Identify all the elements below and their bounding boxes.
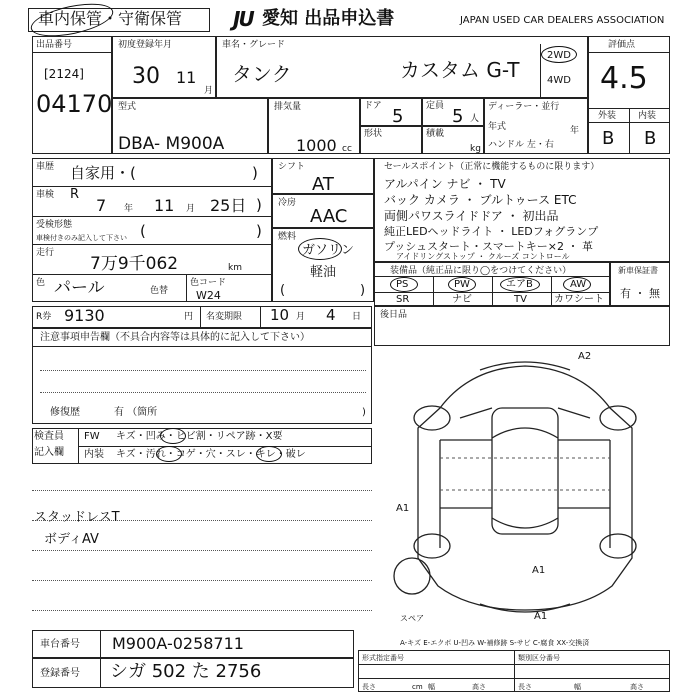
- equip-tv: TV: [514, 294, 527, 305]
- accepted-sub: 車検付きのみ記入して下さい: [36, 234, 127, 242]
- type-value: DBA- M900A: [118, 134, 225, 154]
- fuel-diesel: 軽油: [310, 265, 337, 280]
- displacement-value: 1000: [296, 136, 337, 155]
- name-change-month: 10: [270, 306, 290, 324]
- sales-point-line: 両側パワスライドドア ・ 初出品: [384, 209, 559, 223]
- first-reg-year: 30: [132, 64, 160, 89]
- doors-label: ドア: [364, 101, 382, 111]
- first-reg-month-unit: 月: [204, 86, 214, 96]
- drive-2wd: 2WD: [547, 50, 571, 61]
- model-label: 車名・グレード: [222, 40, 286, 50]
- equip-pw: PW: [454, 279, 470, 290]
- inspection-year: 7: [96, 196, 107, 215]
- type-label: 型式: [118, 102, 137, 112]
- warranty-label: 新車保証書: [618, 266, 658, 275]
- lot-number: 04170: [36, 90, 113, 118]
- repair-close: ): [362, 407, 366, 418]
- recycle-unit: 円: [184, 312, 194, 322]
- car-grade: カスタム G-T: [400, 58, 520, 82]
- load-label: 積載: [426, 129, 445, 139]
- plate-label: 登録番号: [40, 668, 80, 679]
- sales-point-line: アルパイン ナビ ・ TV: [384, 177, 506, 191]
- repair-value: 有 （箇所: [114, 407, 158, 418]
- rating-label: 評価点: [608, 40, 636, 50]
- sales-points-label: セールスポイント（正常に機能するものに限ります）: [384, 162, 600, 172]
- model-year-label: 年式: [488, 122, 507, 132]
- damage-mark-a1-left: A1: [396, 503, 410, 514]
- storage-tag: 車内保管・守衛保管: [38, 9, 183, 28]
- inspection-month-unit: 月: [186, 204, 196, 214]
- height2-label: 高さ: [630, 683, 644, 691]
- capacity-value: 5: [452, 106, 464, 127]
- length-label: 長さ: [362, 683, 376, 691]
- rating-score: 4.5: [600, 61, 648, 96]
- inspection-year-unit: 年: [124, 204, 134, 214]
- equip-airbag: エアB: [506, 279, 533, 290]
- equip-sr: SR: [396, 294, 410, 305]
- color-label: 色: [36, 278, 46, 288]
- exterior-label: 外装: [598, 111, 617, 121]
- fuel-close: ): [360, 283, 366, 298]
- inspection-day: 25日: [210, 196, 247, 215]
- color-code-value: W24: [196, 289, 221, 302]
- color-value: パール: [54, 278, 105, 298]
- chassis-label: 車台番号: [40, 639, 80, 650]
- recycle-amount: 9130: [64, 306, 105, 325]
- association-name: JAPAN USED CAR DEALERS ASSOCIATION: [460, 15, 665, 26]
- damage-mark-a1-rear: A1: [532, 565, 546, 576]
- interior-label: 内装: [638, 111, 657, 121]
- notes-label: 注意事項申告欄（不具合内容等は具体的に記入して下さい）: [40, 332, 310, 343]
- inspection-era: R: [70, 187, 80, 202]
- accepted-close: ): [256, 222, 262, 240]
- equip-pw-circle: [448, 277, 476, 292]
- inspection-month: 11: [154, 196, 175, 215]
- inspector-label: 検査員: [34, 431, 64, 442]
- shape-label: 形状: [364, 129, 383, 139]
- year-unit: 年: [570, 126, 580, 136]
- length2-label: 長さ: [518, 683, 532, 691]
- length-cm: cm: [412, 683, 423, 691]
- fw-mark-circle: [160, 428, 186, 444]
- load-unit: kg: [470, 144, 481, 154]
- after-market-label: 後日品: [380, 310, 408, 320]
- interior-inspect-label: 内装: [84, 449, 104, 460]
- damage-mark-a2: A2: [578, 351, 592, 362]
- color-change-label: 色替: [150, 286, 169, 296]
- equip-ps: PS: [396, 279, 409, 290]
- equip-airbag-circle: [500, 277, 540, 292]
- cc-unit: cc: [342, 144, 352, 154]
- equip-aw-circle: [563, 277, 591, 292]
- first-reg-month: 11: [176, 68, 197, 87]
- equip-seat: カワシート: [554, 294, 604, 305]
- chassis-number: M900A-0258711: [112, 634, 244, 653]
- entry-label: 記入欄: [34, 447, 64, 458]
- first-reg-label: 初度登録年月: [118, 40, 173, 50]
- car-name: タンク: [232, 62, 292, 86]
- lot-label: 出品番号: [36, 40, 73, 50]
- category-label: 類別区分番号: [518, 654, 560, 662]
- recycle-label: R券: [36, 312, 52, 322]
- remark-line-2: ボディAV: [44, 532, 99, 547]
- interior-items: キズ・汚れ・コゲ・穴・スレ・キレ・破レ: [116, 449, 306, 460]
- equipment-label: 装備品（純正品に限り◯をつけてください）: [390, 266, 572, 276]
- shift-label: シフト: [278, 162, 306, 172]
- height-label: 高さ: [472, 683, 486, 691]
- spare-label: スペア: [400, 614, 424, 623]
- name-change-label: 名変期限: [206, 312, 243, 322]
- name-change-month-unit: 月: [296, 312, 306, 322]
- doors-value: 5: [392, 106, 404, 127]
- displacement-label: 排気量: [274, 102, 302, 112]
- inspection-close: ): [256, 196, 262, 214]
- cooler-value: AAC: [310, 206, 348, 227]
- damage-legend: A-キズ E-エクボ U-凹み W-補修跡 S-サビ C-腐食 XX-交換済: [400, 639, 590, 647]
- history-close: ): [252, 164, 258, 182]
- after-market-box: [374, 306, 670, 346]
- shape-mark-label: 形式指定番号: [362, 654, 404, 662]
- mileage-label: 走行: [36, 248, 55, 258]
- interior-dirt-circle: [156, 446, 182, 462]
- width2-label: 幅: [574, 683, 581, 691]
- dealer-label: ディーラー・並行: [488, 102, 560, 112]
- form-title: 愛知 出品申込書: [262, 8, 395, 29]
- color-code-label: 色コード: [190, 278, 227, 288]
- fuel-label: 燃料: [278, 232, 297, 242]
- width-label: 幅: [428, 683, 435, 691]
- fw-items: キズ・凹み・ヒビ割・リペア跡・X要: [116, 431, 283, 442]
- mileage-value: 7万9千062: [90, 254, 179, 274]
- accepted-label: 受検形態: [36, 220, 73, 230]
- capacity-label: 定員: [426, 101, 445, 111]
- equip-navi: ナビ: [452, 294, 472, 305]
- fuel-gas-circle: [298, 238, 342, 260]
- fw-label: FW: [84, 431, 100, 442]
- history-label: 車歴: [36, 162, 55, 172]
- drive-2wd-circle: [541, 46, 577, 63]
- fuel-open: (: [280, 283, 286, 298]
- lot-bracket-code: [2124]: [44, 67, 84, 81]
- remark-line-1: スタッドレスT: [34, 510, 120, 525]
- fuel-gas: ガソリン: [302, 243, 355, 258]
- repair-label: 修復歴: [50, 407, 80, 418]
- interior-scuff-circle: [256, 446, 282, 462]
- plate-number: シガ 502 た 2756: [110, 661, 262, 682]
- car-damage-diagram: [380, 348, 670, 626]
- drive-4wd: 4WD: [547, 75, 571, 86]
- mileage-unit: km: [228, 263, 242, 273]
- interior-grade: B: [644, 128, 657, 149]
- shift-value: AT: [312, 174, 334, 195]
- inspection-label: 車検: [36, 190, 55, 200]
- sales-point-line: プッシュスタート・スマートキー×2 ・ 革: [384, 240, 593, 253]
- accepted-open: (: [140, 222, 146, 240]
- ju-logo: JU: [233, 7, 253, 31]
- equip-ps-circle: [390, 277, 418, 292]
- history-value: 自家用・(: [70, 164, 136, 182]
- sales-point-line: アイドリングストップ ・ クルーズ コントロール: [396, 252, 570, 261]
- sales-point-line: 純正LEDヘッドライト ・ LEDフォグランプ: [384, 225, 599, 238]
- handle-label: ハンドル 左・右: [488, 140, 554, 150]
- name-change-day-unit: 日: [352, 312, 362, 322]
- name-change-day: 4: [326, 306, 336, 324]
- warranty-options: 有 ・ 無: [620, 287, 660, 300]
- sales-point-line: バック カメラ ・ ブルトゥース ETC: [384, 193, 577, 207]
- capacity-unit: 人: [470, 114, 480, 124]
- equip-aw: AW: [570, 279, 587, 290]
- exterior-grade: B: [602, 128, 615, 149]
- cooler-label: 冷房: [278, 198, 297, 208]
- damage-mark-a1-bumper: A1: [534, 611, 548, 622]
